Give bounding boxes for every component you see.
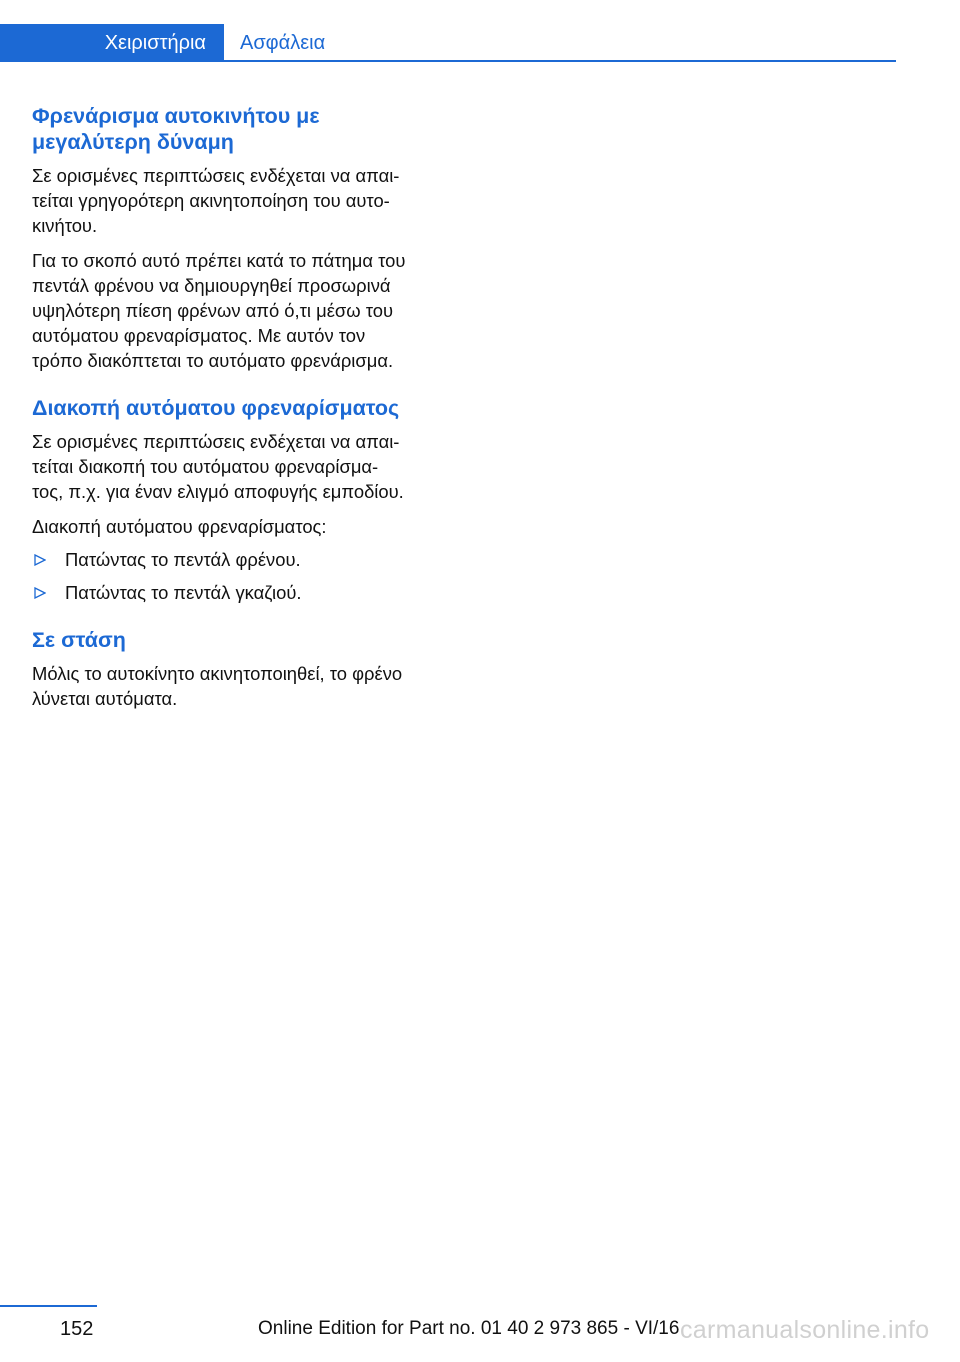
bullet-list: [32, 547, 452, 605]
edition-note: Online Edition for Part no. 01 40 2 973 865 - VI/16: [258, 1318, 680, 1339]
page-number: 152: [60, 1318, 94, 1340]
footer-rule: [0, 1305, 97, 1307]
heading-line: Φρενάρισμα αυτοκινήτου με: [32, 104, 320, 128]
text-line: Σε ορισμένες περιπτώσεις ενδέχεται να απαι‐: [32, 431, 400, 452]
text-line: αυτόματου φρεναρίσματος. Με αυτόν τον: [32, 325, 366, 346]
paragraph: [32, 248, 452, 373]
text-line: τρόπο διακόπτεται το αυτόματο φρενάρισμα.: [32, 350, 394, 371]
page-content: [32, 100, 452, 711]
list-item: [32, 580, 452, 605]
text-line: υψηλότερη πίεση φρένων από ό,τι μέσω του: [32, 300, 394, 321]
text-line: Μόλις το αυτοκίνητο ακινητοποιηθεί, το φρένο: [32, 663, 403, 684]
paragraph: Διακοπή αυτόματου φρεναρίσματος:: [32, 516, 327, 537]
text-line: Σε ορισμένες περιπτώσεις ενδέχεται να απαι‐: [32, 165, 400, 186]
text-line: τος, π.χ. για έναν ελιγμό αποφυγής εμποδίου.: [32, 481, 404, 502]
section-heading-at-standstill: Σε στάση: [32, 628, 126, 652]
triangle-bullet-icon: [34, 554, 46, 566]
list-item-text: Πατώντας το πεντάλ γκαζιού.: [65, 582, 302, 603]
tab-controls[interactable]: Χειριστήρια: [0, 24, 224, 62]
tab-safety[interactable]: Ασφάλεια: [240, 32, 326, 54]
section-heading-stronger-braking: [32, 103, 452, 155]
watermark: carmanualsonline.info: [680, 1316, 930, 1344]
paragraph: [32, 429, 452, 504]
text-line: τείται γρηγορότερη ακινητοποίηση του αυτο‐: [32, 190, 390, 211]
triangle-bullet-icon: [34, 587, 46, 599]
header-rule: [0, 60, 896, 62]
text-line: λύνεται αυτόματα.: [32, 688, 178, 709]
text-line: πεντάλ φρένου να δημιουργηθεί προσωρινά: [32, 275, 391, 296]
section-heading-interrupt-braking: Διακοπή αυτόματου φρεναρίσματος: [32, 396, 400, 420]
text-line: τείται διακοπή του αυτόματου φρεναρίσμα‐: [32, 456, 379, 477]
list-item-text: Πατώντας το πεντάλ φρένου.: [65, 549, 301, 570]
list-item: [32, 547, 452, 572]
paragraph: [32, 163, 452, 238]
text-line: κινήτου.: [32, 215, 98, 236]
header-bar: [0, 24, 896, 62]
paragraph: [32, 661, 452, 711]
text-line: Για το σκοπό αυτό πρέπει κατά το πάτημα του: [32, 250, 406, 271]
heading-line: μεγαλύτερη δύναμη: [32, 130, 234, 154]
